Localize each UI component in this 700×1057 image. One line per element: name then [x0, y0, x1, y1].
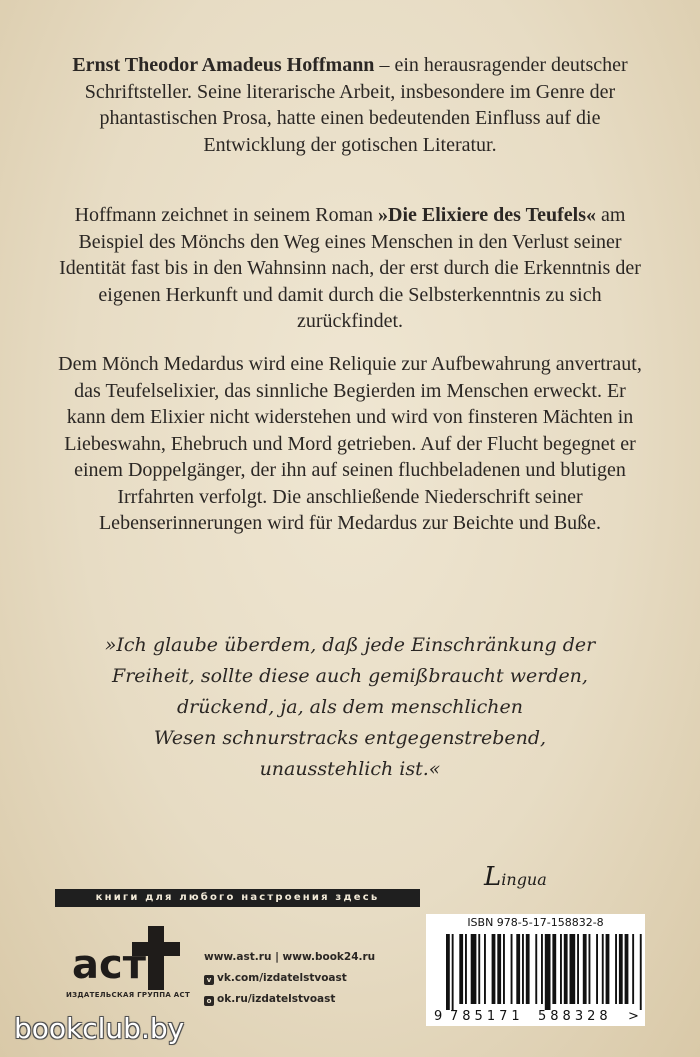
watermark: bookclub.by: [14, 1012, 185, 1045]
barcode-bar: [596, 934, 598, 1004]
ast-publisher-logo: [62, 922, 192, 992]
barcode-bar: [471, 934, 477, 1004]
barcode-bar: [541, 934, 543, 1004]
tagline-banner: книги для любого настроения здесь: [55, 889, 420, 907]
barcode-bar: [503, 934, 505, 1004]
blurb-paragraph-1-text: – ein herausragender deutscher Schriftsteller. Seine literarische Arbeit, insbesondere im Genre der phantastischen Prosa, hatte einen bedeutenden Einfluss auf die Entwicklung der gotischen Literatur.: [84, 54, 628, 156]
blurb-paragraph-2-text: am Beispiel des Mönchs den Weg eines Menschen in den Verlust seiner Identität fast bis in den Wahnsinn nach, der erst durch die Erkenntnis der eigenen Herkunft und damit durch die Selbsterkenntnis zu sich zurückfindet.: [59, 204, 641, 332]
blurb-paragraph-1: [58, 52, 642, 158]
barcode-digit-first: 9: [434, 1009, 443, 1024]
barcode-bar: [577, 934, 579, 1004]
barcode-bar: [619, 934, 623, 1004]
barcode-bar: [640, 934, 642, 1010]
barcode-bar: [602, 934, 604, 1004]
lingua-imprint-logo: [484, 862, 547, 892]
barcode-bar: [465, 934, 467, 1004]
barcode-bar: [615, 934, 617, 1004]
barcode-digits-left: 785171: [450, 1009, 524, 1024]
isbn-label: ISBN 978-5-17-158832-8: [467, 916, 604, 929]
websites-link[interactable]: www.ast.ru | www.book24.ru: [204, 951, 376, 963]
barcode: [426, 930, 645, 1024]
barcode-bar: [511, 934, 513, 1004]
barcode-bar: [516, 934, 520, 1004]
ok-link[interactable]: [204, 989, 375, 1010]
barcode-bars: [446, 934, 642, 1010]
vk-icon: v: [204, 975, 214, 985]
publisher-caption: ИЗДАТЕЛЬСКАЯ ГРУППА АСТ: [65, 991, 191, 999]
barcode-bar: [552, 934, 556, 1004]
barcode-bar: [560, 934, 562, 1004]
barcode-bar: [452, 934, 454, 1010]
quote-line: unausstehlich ist.«: [259, 758, 441, 780]
barcode-bar: [497, 934, 501, 1004]
barcode-bar: [522, 934, 524, 1004]
barcode-bar: [570, 934, 576, 1004]
barcode-bar: [484, 934, 486, 1004]
barcode-bar: [526, 934, 530, 1004]
lingua-logo-initial: L: [484, 862, 502, 892]
ok-icon: o: [204, 996, 214, 1006]
quote-line: drückend, ja, als dem menschlichen: [177, 696, 523, 718]
barcode-bar: [583, 934, 587, 1004]
blurb-paragraph-2-intro: Hoffmann zeichnet in seinem Roman: [74, 204, 379, 226]
vk-link-text: vk.com/izdatelstvoast: [217, 972, 347, 984]
barcode-quiet-mark: >: [628, 1009, 639, 1024]
quote-block: [40, 630, 660, 785]
quote-line: »Ich glaube überdem, daß jede Einschränkung der: [104, 634, 596, 656]
barcode-bar: [589, 934, 591, 1004]
barcode-bar: [564, 934, 568, 1004]
barcode-bar: [446, 934, 450, 1010]
ast-logo-text: аст: [72, 942, 146, 988]
barcode-bar: [459, 934, 463, 1004]
barcode-bar: [492, 934, 496, 1004]
isbn-barcode-panel: [426, 914, 645, 1026]
ok-link-text: ok.ru/izdatelstvoast: [217, 993, 336, 1005]
blurb-paragraph-2: [58, 202, 642, 335]
barcode-bar: [535, 934, 537, 1004]
barcode-digits-right: 588328: [538, 1009, 612, 1024]
barcode-bar: [632, 934, 634, 1004]
barcode-bar: [478, 934, 480, 1004]
novel-title: »Die Elixiere des Teufels«: [378, 204, 596, 226]
quote-line: Wesen schnurstracks entgegenstrebend,: [153, 727, 547, 749]
barcode-bar: [606, 934, 610, 1004]
blurb-paragraph-3: Dem Mönch Medardus wird eine Reliquie zur Aufbewahrung anvertraut, das Teufelselixier, das sinnliche Begierden im Menschen erweckt. Er kann dem Elixier nicht widerstehen und wird von finsteren Mächten in Liebeswahn, Ehebruch und Mord getrieben. Auf der Flucht begegnet er einem Doppelgänger, der ihn auf seinen fluchbeladenen und blutigen Irrfahrten verfolgt. Die anschließende Niederschrift seiner Lebenserinnerungen wird für Medardus zur Beichte und Buße.: [58, 353, 642, 534]
lingua-logo-rest: ingua: [501, 870, 547, 889]
vk-link[interactable]: [204, 968, 375, 989]
quote-line: Freiheit, sollte diese auch gemißbraucht werden,: [112, 665, 588, 687]
barcode-bar: [545, 934, 551, 1010]
barcode-bar: [625, 934, 629, 1004]
author-name: Ernst Theodor Amadeus Hoffmann: [72, 54, 375, 76]
publisher-links: [204, 947, 375, 1010]
